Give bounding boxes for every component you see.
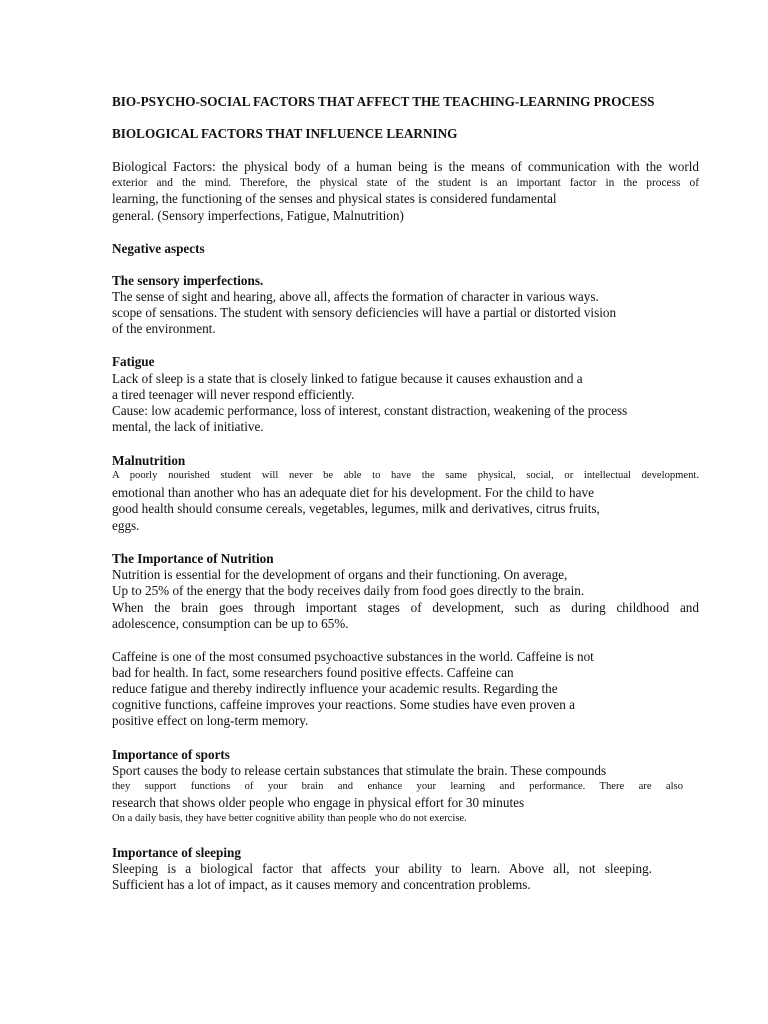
sleeping-line: Sufficient has a lot of impact, as it causes memory and concentration problems. <box>112 877 531 892</box>
nutrition-heading: The Importance of Nutrition <box>112 551 274 566</box>
sports-line: Sport causes the body to release certain substances that stimulate the brain. These compounds <box>112 763 607 778</box>
sensory-heading: The sensory imperfections. <box>112 273 264 288</box>
caffeine-line: reduce fatigue and thereby indirectly influence your academic results. Regarding the <box>112 681 558 696</box>
fatigue-line: Lack of sleep is a state that is closely linked to fatigue because it causes exhaustion and a <box>112 371 583 386</box>
intro-line: general. (Sensory imperfections, Fatigue, Malnutrition) <box>112 208 404 223</box>
sensory-line: scope of sensations. The student with sensory deficiencies will have a partial or distorted vision <box>112 305 617 320</box>
sports-line: they support functions of your brain and enhance your learning and performance. There are also <box>112 781 683 792</box>
caffeine-line: cognitive functions, caffeine improves your reactions. Some studies have even proven a <box>112 697 576 712</box>
malnutrition-heading: Malnutrition <box>112 453 186 468</box>
negative-aspects-heading: Negative aspects <box>112 241 205 256</box>
fatigue-line: mental, the lack of initiative. <box>112 419 264 434</box>
sleeping-line: Sleeping is a biological factor that affects your ability to learn. Above all, not sleeping. <box>112 861 652 876</box>
nutrition-line: Nutrition is essential for the development of organs and their functioning. On average, <box>112 567 568 582</box>
document-title: BIO-PSYCHO-SOCIAL FACTORS THAT AFFECT THE TEACHING-LEARNING PROCESS <box>112 94 655 109</box>
malnutrition-line: A poorly nourished student will never be able to have the same physical, social, or intellectual development. <box>112 470 699 481</box>
sports-line: research that shows older people who engage in physical effort for 30 minutes <box>112 795 525 810</box>
section-subtitle: BIOLOGICAL FACTORS THAT INFLUENCE LEARNING <box>112 126 458 141</box>
sports-heading: Importance of sports <box>112 747 230 762</box>
sports-line: On a daily basis, they have better cognitive ability than people who do not exercise. <box>112 813 467 824</box>
sleeping-heading: Importance of sleeping <box>112 845 241 860</box>
caffeine-line: bad for health. In fact, some researchers found positive effects. Caffeine can <box>112 665 514 680</box>
nutrition-line: adolescence, consumption can be up to 65%. <box>112 616 349 631</box>
fatigue-heading: Fatigue <box>112 354 155 369</box>
sensory-line: The sense of sight and hearing, above all, affects the formation of character in various ways. <box>112 289 599 304</box>
caffeine-line: positive effect on long-term memory. <box>112 713 309 728</box>
caffeine-line: Caffeine is one of the most consumed psychoactive substances in the world. Caffeine is not <box>112 649 594 664</box>
fatigue-line: Cause: low academic performance, loss of interest, constant distraction, weakening of the process <box>112 403 628 418</box>
intro-line: Biological Factors: the physical body of a human being is the means of communication with the world <box>112 159 699 174</box>
sensory-line: of the environment. <box>112 321 216 336</box>
malnutrition-line: emotional than another who has an adequate diet for his development. For the child to have <box>112 485 594 500</box>
malnutrition-line: eggs. <box>112 518 140 533</box>
nutrition-line: When the brain goes through important stages of development, such as during childhood and <box>112 600 699 615</box>
nutrition-line: Up to 25% of the energy that the body receives daily from food goes directly to the brain. <box>112 583 585 598</box>
intro-line: exterior and the mind. Therefore, the physical state of the student is an important factor in the process of <box>112 177 699 189</box>
fatigue-line: a tired teenager will never respond efficiently. <box>112 387 355 402</box>
malnutrition-line: good health should consume cereals, vegetables, legumes, milk and derivatives, citrus fruits, <box>112 501 600 516</box>
intro-line: learning, the functioning of the senses and physical states is considered fundamental <box>112 191 557 206</box>
